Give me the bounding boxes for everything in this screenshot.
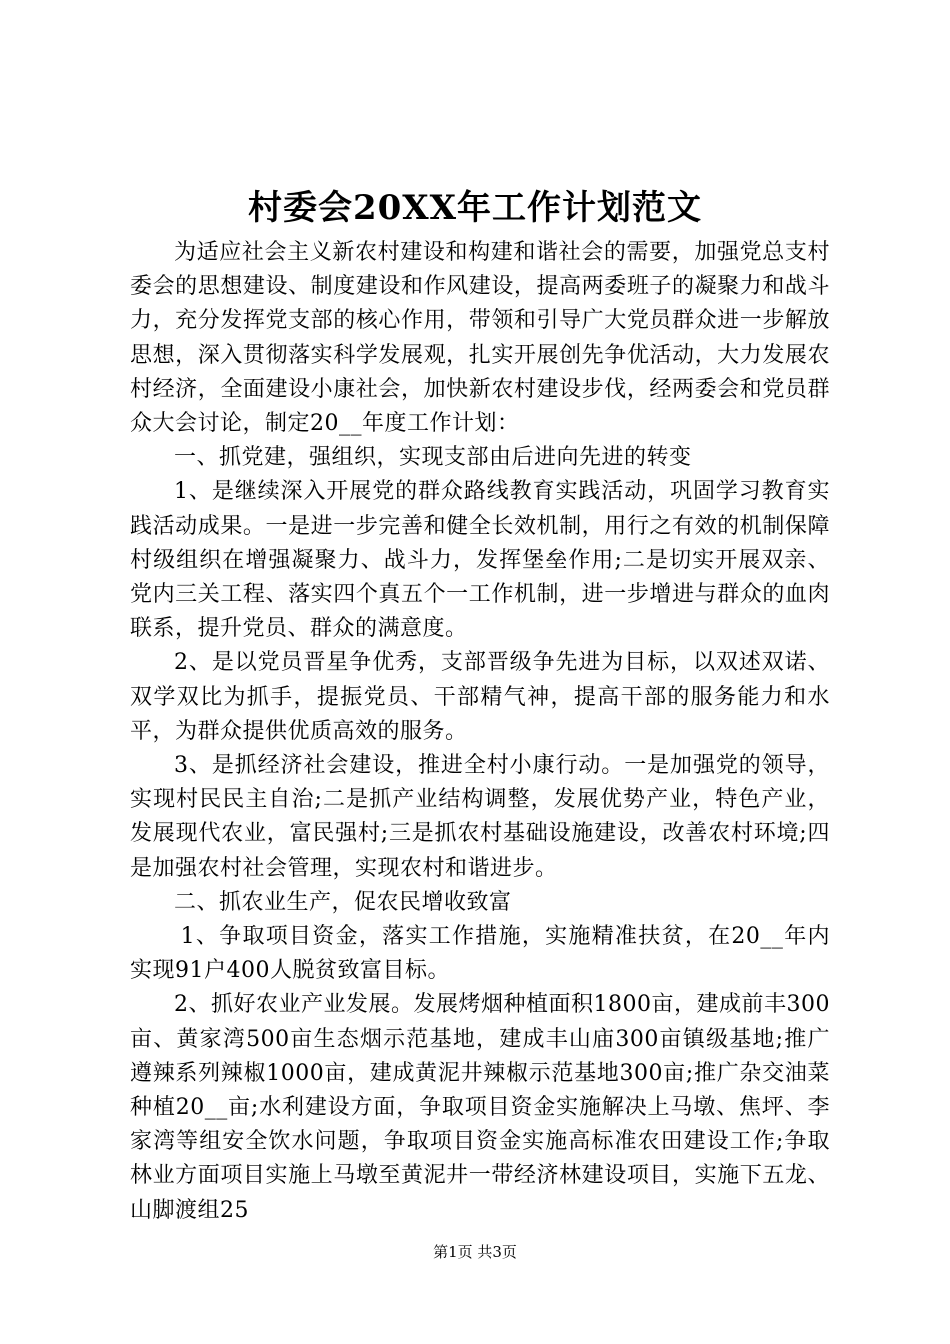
- page-number-footer: 第1页 共3页: [433, 1243, 517, 1261]
- document-title: 村委会20XX年工作计划范文: [247, 188, 703, 228]
- section-heading-2: 二、抓农业生产，促农民增收致富: [174, 889, 512, 915]
- paragraph-item-1-2: 2、是以党员晋星争优秀，支部晋级争先进为目标，以双述双诺、双学双比为抓手，提振党员、干部精气神，提高干部的服务能力和水平，为群众提供优质高效的服务。: [130, 650, 830, 744]
- paragraph-item-2-2: 2、抓好农业产业发展。发展烤烟种植面积1800亩，建成前丰300亩、黄家湾500亩生态烟示范基地，建成丰山庙300亩镇级基地;推广遵辣系列辣椒1000亩，建成黄泥井辣椒示范基地300亩;推广杂交油菜种植20__亩;水利建设方面，争取项目资金实施解决上马墩、焦坪、李家湾等组安全饮水问题，争取项目资金实施高标准农田建设工作;争取林业方面项目实施上马墩至黄泥井一带经济林建设项目，实施下五龙、山脚渡组25: [130, 992, 830, 1223]
- paragraph-item-1-1: 1、是继续深入开展党的群众路线教育实践活动，巩固学习教育实践活动成果。一是进一步完善和健全长效机制，用行之有效的机制保障村级组织在增强凝聚力、战斗力，发挥堡垒作用;二是切实开展双亲、党内三关工程、落实四个真五个一工作机制，进一步增进与群众的血肉联系，提升党员、群众的满意度。: [130, 479, 830, 642]
- paragraph-intro: 为适应社会主义新农村建设和构建和谐社会的需要，加强党总支村委会的思想建设、制度建设和作风建设，提高两委班子的凝聚力和战斗力，充分发挥党支部的核心作用，带领和引导广大党员群众进一步解放思想，深入贯彻落实科学发展观，扎实开展创先争优活动，大力发展农村经济，全面建设小康社会，加快新农村建设步伐，经两委会和党员群众大会讨论，制定20__年度工作计划：: [130, 240, 830, 437]
- paragraph-item-2-1: 1、争取项目资金，落实工作措施，实施精准扶贫，在20__年内实现91户400人脱贫致富目标。: [130, 924, 830, 984]
- section-heading-1: 一、抓党建，强组织，实现支部由后进向先进的转变: [174, 445, 692, 471]
- document-body: [130, 236, 830, 1228]
- paragraph-item-1-3: 3、是抓经济社会建设，推进全村小康行动。一是加强党的领导，实现村民民主自治;二是抓产业结构调整，发展优势产业，特色产业，发展现代农业，富民强村;三是抓农村基础设施建设，改善农村环境;四是加强农村社会管理，实现农村和谐进步。: [130, 753, 830, 881]
